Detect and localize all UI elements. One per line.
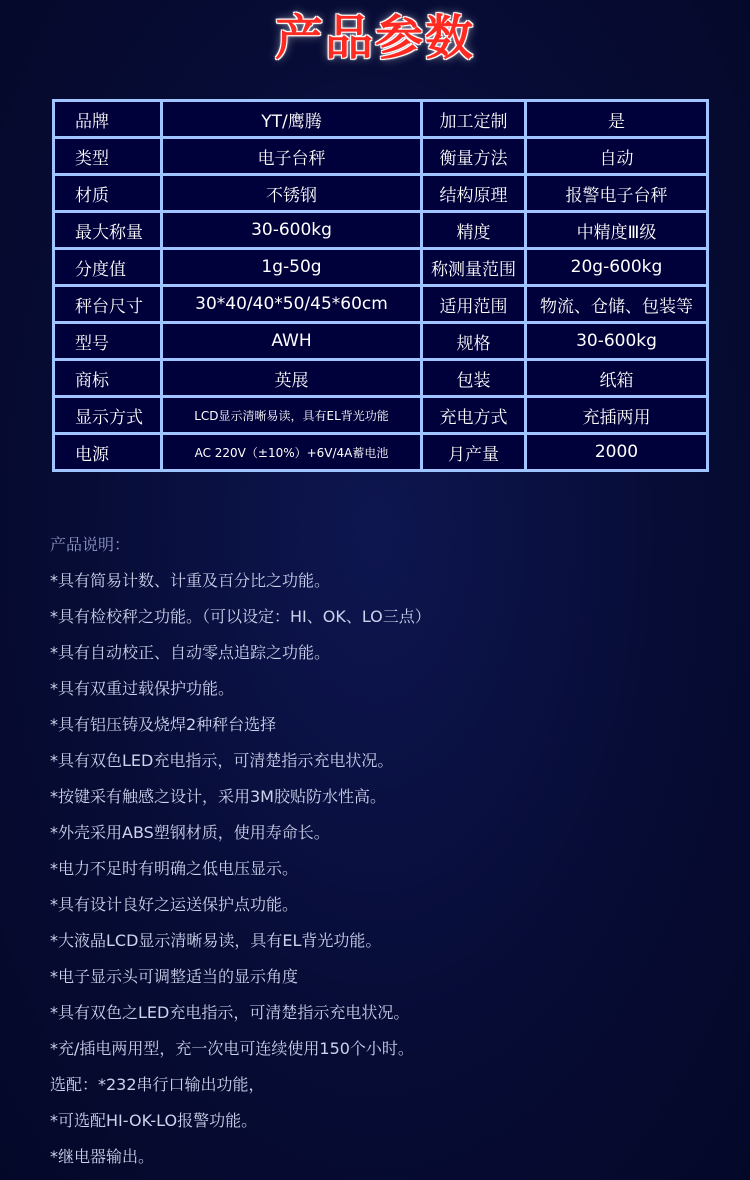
product-notes (50, 527, 730, 1175)
spec-value: 物流、仓储、包装等 (526, 286, 708, 323)
spec-label: 结构原理 (422, 175, 526, 212)
spec-label: 衡量方法 (422, 138, 526, 175)
spec-value: LCD显示清晰易读，具有EL背光功能 (162, 397, 422, 434)
spec-table (52, 99, 709, 472)
spec-label: 类型 (54, 138, 162, 175)
spec-value: 报警电子台秤 (526, 175, 708, 212)
table-row (54, 175, 708, 212)
table-row (54, 138, 708, 175)
table-row (54, 249, 708, 286)
list-item: *具有设计良好之运送保护点功能。 (50, 895, 299, 914)
notes-heading: 产品说明： (50, 535, 131, 554)
list-item: *可选配HI-OK-LO报警功能。 (50, 1111, 258, 1130)
list-item: *具有铝压铸及烧焊2种秤台选择 (50, 715, 277, 734)
notes-list (50, 563, 730, 1175)
spec-label: 规格 (422, 323, 526, 360)
spec-value: 30*40/40*50/45*60cm (162, 286, 422, 323)
spec-label: 加工定制 (422, 101, 526, 138)
spec-value: AWH (162, 323, 422, 360)
spec-value: 纸箱 (526, 360, 708, 397)
spec-label: 充电方式 (422, 397, 526, 434)
list-item: *具有检校秤之功能。（可以设定：HI、OK、LO三点） (50, 607, 431, 626)
spec-value: 2000 (526, 434, 708, 471)
spec-label: 包装 (422, 360, 526, 397)
spec-label: 最大称量 (54, 212, 162, 249)
spec-value: AC 220V（±10%）+6V/4A蓄电池 (162, 434, 422, 471)
spec-label: 电源 (54, 434, 162, 471)
list-item: *具有简易计数、计重及百分比之功能。 (50, 571, 331, 590)
spec-label: 商标 (54, 360, 162, 397)
spec-value: 20g-600kg (526, 249, 708, 286)
table-row (54, 397, 708, 434)
list-item: *具有双重过载保护功能。 (50, 679, 235, 698)
spec-label: 分度值 (54, 249, 162, 286)
list-item: *电力不足时有明确之低电压显示。 (50, 859, 299, 878)
list-item: *继电器输出。 (50, 1147, 155, 1166)
spec-label: 秤台尺寸 (54, 286, 162, 323)
table-row (54, 212, 708, 249)
list-item: *电子显示头可调整适当的显示角度 (50, 967, 299, 986)
spec-value: YT/鹰腾 (162, 101, 422, 138)
spec-label: 适用范围 (422, 286, 526, 323)
spec-label: 称测量范围 (422, 249, 526, 286)
table-row (54, 323, 708, 360)
list-item: *充/插电两用型，充一次电可连续使用150个小时。 (50, 1039, 414, 1058)
spec-value: 中精度Ⅲ级 (526, 212, 708, 249)
table-row (54, 360, 708, 397)
spec-value: 自动 (526, 138, 708, 175)
list-item: *按键采有触感之设计，采用3M胶贴防水性高。 (50, 787, 386, 806)
list-item: *具有双色LED充电指示，可清楚指示充电状况。 (50, 751, 394, 770)
list-item: *大液晶LCD显示清晰易读，具有EL背光功能。 (50, 931, 382, 950)
spec-value: 是 (526, 101, 708, 138)
list-item: *具有双色之LED充电指示，可清楚指示充电状况。 (50, 1003, 410, 1022)
list-item: *外壳采用ABS塑钢材质，使用寿命长。 (50, 823, 330, 842)
spec-label: 显示方式 (54, 397, 162, 434)
page-title: 产品参数 (274, 10, 475, 66)
spec-label: 材质 (54, 175, 162, 212)
list-item: 选配：*232串行口输出功能， (50, 1075, 265, 1094)
list-item: *具有自动校正、自动零点追踪之功能。 (50, 643, 331, 662)
table-row (54, 434, 708, 471)
table-row (54, 101, 708, 138)
spec-value: 30-600kg (162, 212, 422, 249)
spec-label: 精度 (422, 212, 526, 249)
spec-value: 英展 (162, 360, 422, 397)
table-row (54, 286, 708, 323)
spec-label: 品牌 (54, 101, 162, 138)
spec-value: 电子台秤 (162, 138, 422, 175)
spec-label: 型号 (54, 323, 162, 360)
spec-value: 30-600kg (526, 323, 708, 360)
spec-label: 月产量 (422, 434, 526, 471)
spec-value: 不锈钢 (162, 175, 422, 212)
spec-value: 1g-50g (162, 249, 422, 286)
spec-value: 充插两用 (526, 397, 708, 434)
